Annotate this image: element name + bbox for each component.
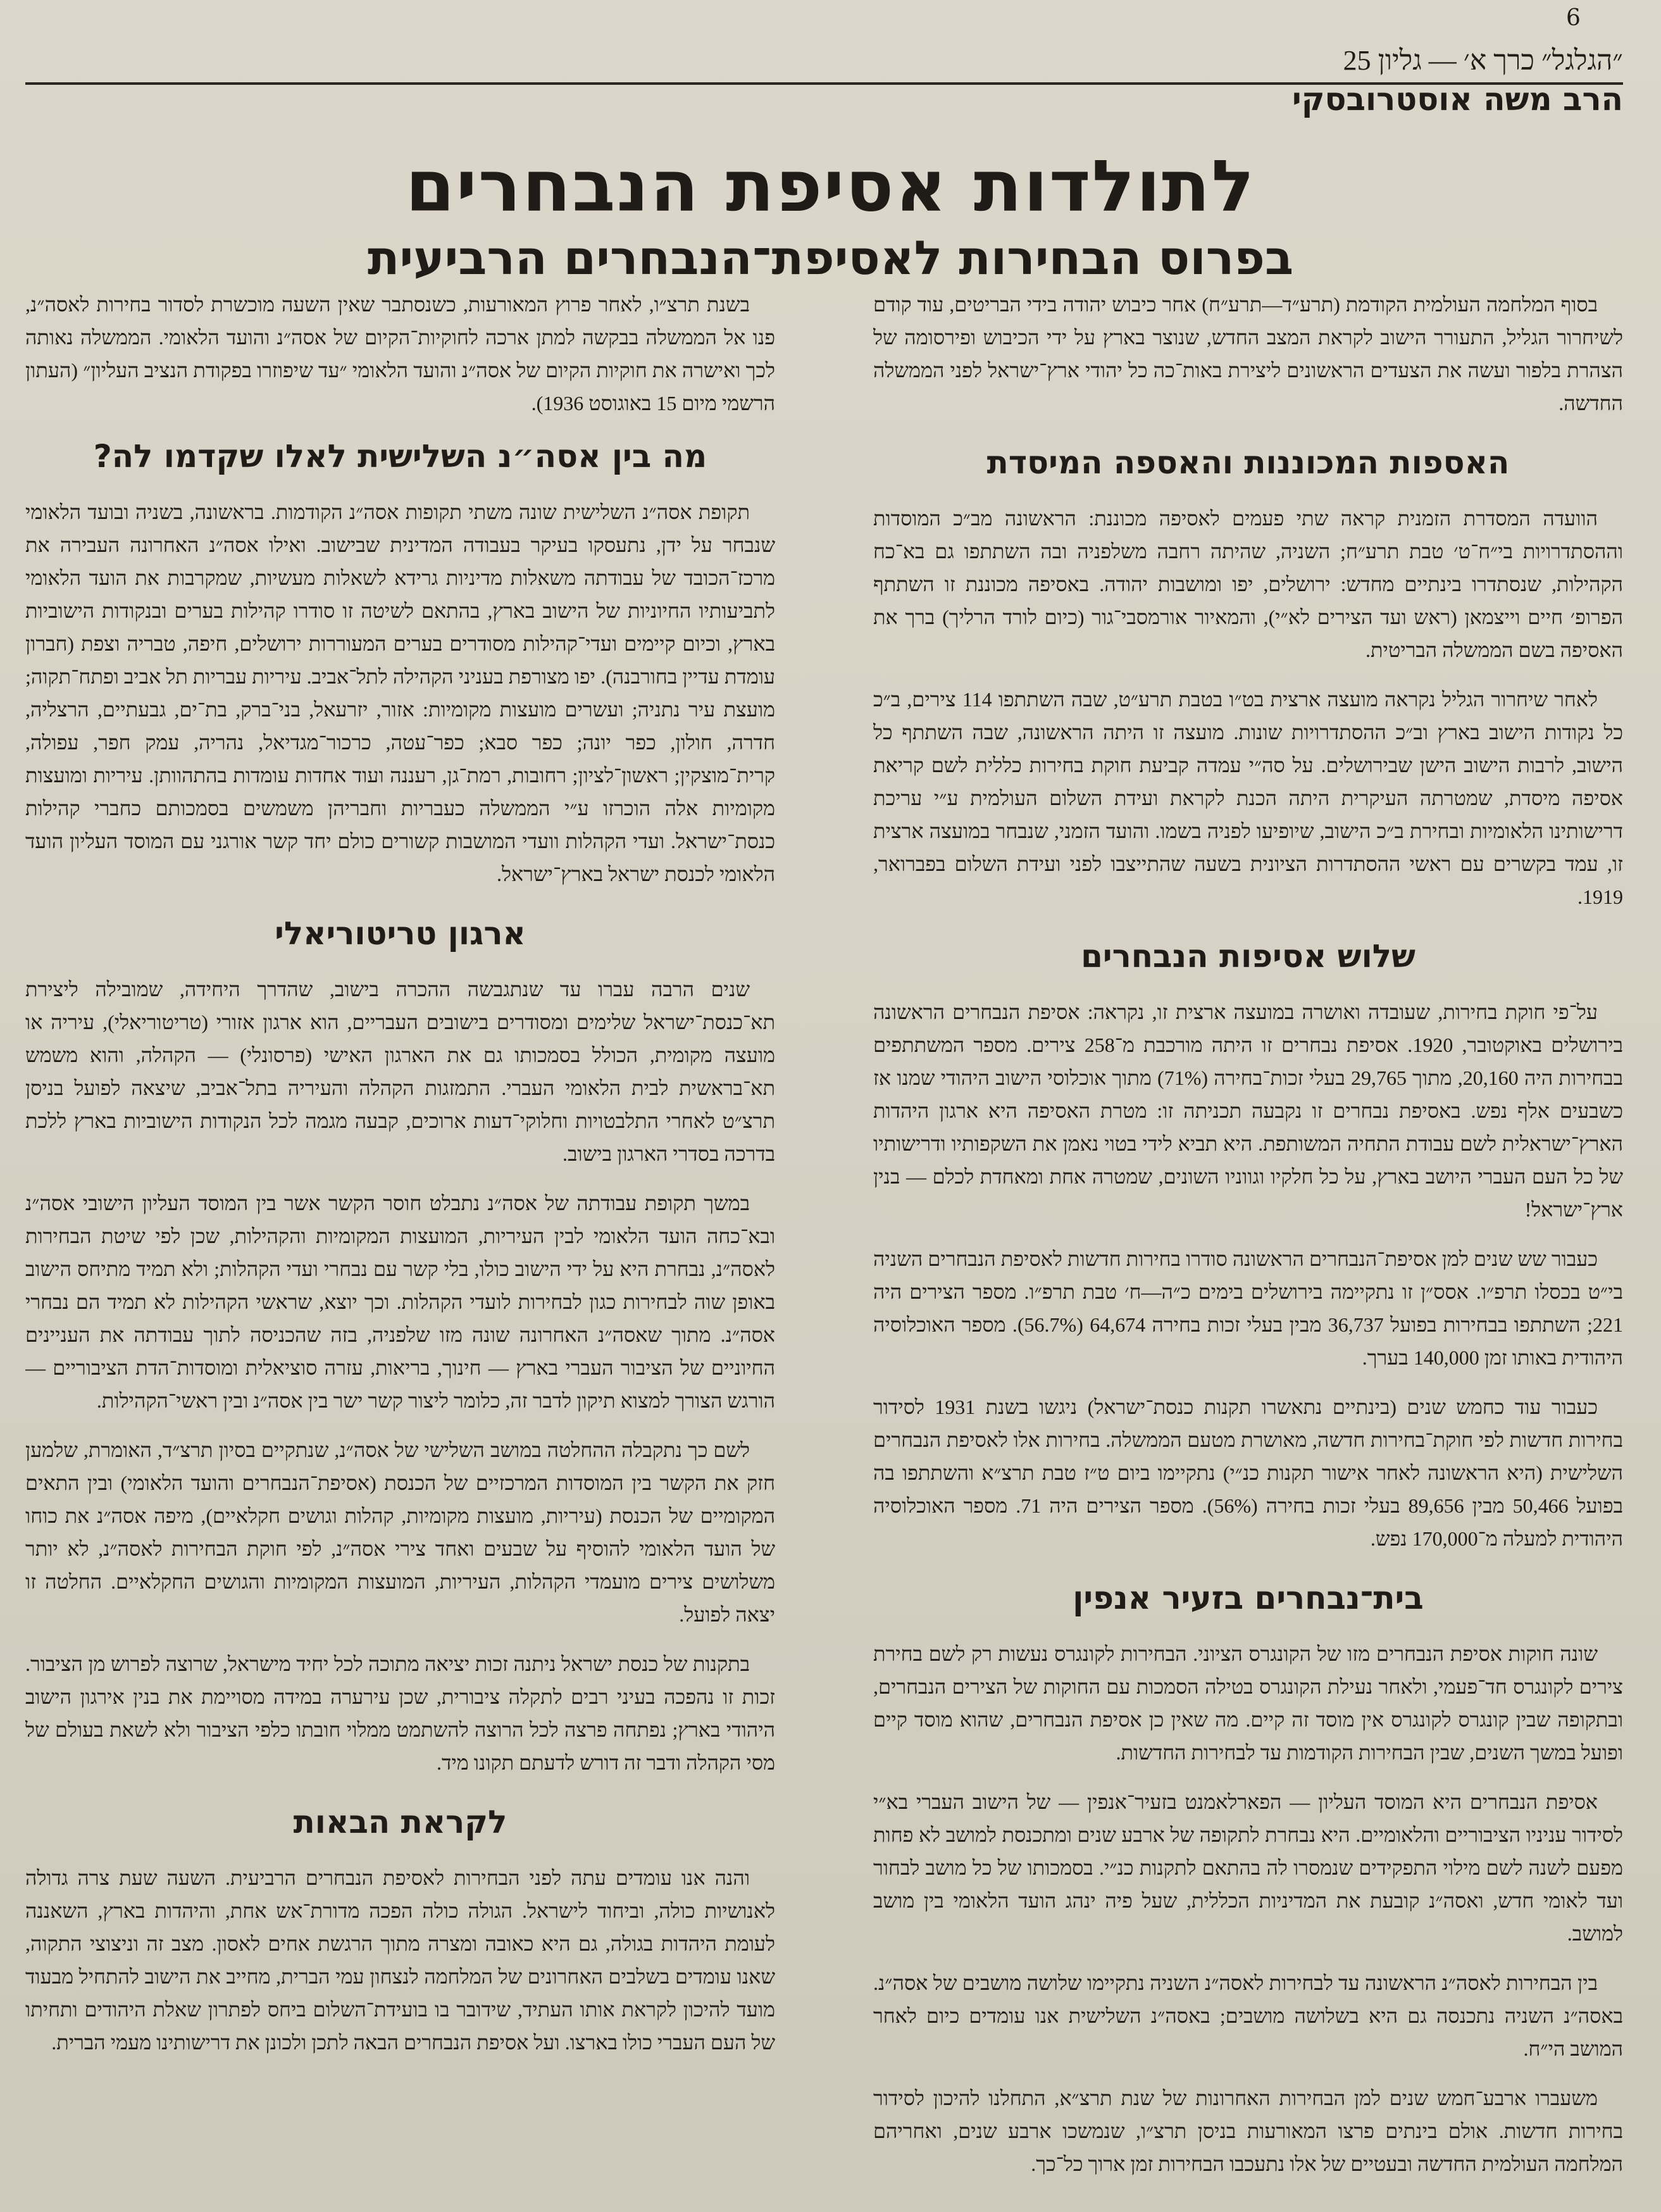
section-heading: לקראת הבאות (293, 1804, 507, 1840)
paragraph: על־פי חוקת בחירות, שעובדה ואושרה במועצה ארצית זו, נקראה: אסיפת הנבחרים הראשונה בירושלים באוקטובר, 1920. אסיפת נבחרים זו היתה מורכבת מ־258 צירים. מספר המשתתפים בבחירות היה 20,160, מתוך 29,765 בעלי זכות־בחירה (71%) מתוך אוכלוסי הישוב היהודי שמנו אז כשבעים אלף נפש. באסיפת נבחרים זו נקבעה תכניתה זו: מטרת האסיפה היא ארגון היהדות הארץ־ישראלית לשם עבודת התחיה המשותפת. היא תביא לידי בטוי נאמן את השקפותיו ודרישותיו של כל העם העברי היושב בארץ, על כל חלקיו וגווניו השונים, שמטרה אחת ומאחדת לכלם — בנין ארץ־ישראל! (873, 1001, 1623, 1221)
paragraph: במשך תקופת עבודתה של אסה״נ נתבלט חוסר הקשר אשר בין המוסד העליון הישובי אסה״נ ובא־כחה הועד הלאומי לבין העיריות, המועצות המקומיות והקהילות, שכן לפי שיטת הבחירות לאסה״נ, נבחרת היא על ידי הישוב כולו, בלי קשר עם נבחרי ועדי הקהלות; ולא תמיד מתיחס הישוב באופן שוה לבחירות כגון לבחירות לועדי הקהלות. וכך יוצא, שראשי הקהילות לא תמיד הם נבחרי אסה״נ. מתוך שאסה״נ האחרונה שונה מזו שלפניה, בזה שהכניסה לתוך עבודתה את העניינים החיוניים של הציבור העברי בארץ — חינוך, בריאות, עזרה סוציאלית ומוסדות־הדת הציבוריים — הורגש הצורך למצוא תיקון לדבר זה, כלומר ליצור קשר ישר בין אסה״נ ובין ראשי־הקהילות. (25, 1192, 775, 1412)
corner-page-number: 6 (1566, 5, 1581, 31)
running-header (25, 38, 1623, 85)
paragraph: שנים הרבה עברו עד שנתגבשה ההכרה בישוב, שהדרך היחידה, שמובילה ליצירת תא־כנסת־ישראל שלימים ומסודרים בישובים העבריים, הוא ארגון אזורי (טריטוריאלי), עיריה או מועצה מקומית, הכולל בסמכותו גם את הארגון האישי (פרסונלי) — הקהלה, והוא משמש תא־בראשית לבית הלאומי העברי. התמזגות הקהלה והעיריה בתל־אביב, שיצאה לפועל בניסן תרצ״ט לאחרי התלבטויות וחלוקי־דעות ארוכים, קבעה מגמה לכל הנקודות הישוביות בארץ ללכת בדרכה בסדרי הארגון בישוב. (25, 978, 775, 1165)
section-heading: ארגון טריטוריאלי (275, 915, 526, 952)
intro-paragraph: בשנת תרצ״ו, לאחר פרוץ המאורעות, כשנסתבר שאין השעה מוכשרת לסדור בחירות לאסה״נ, פנו אל הממשלה בבקשה למתן ארכה לחוקיות־הקיום של אסה״נ והועד הלאומי. הממשלה נאותה לכך ואישרה את חוקיות הקיום של אסה״נ והועד הלאומי ״עד שיפוזרו בפקודת הנציב העליון״ (העתון הרשמי מיום 15 באוגוסט 1936). (25, 293, 775, 415)
section-heading: שלוש אסיפות הנבחרים (1081, 938, 1415, 975)
paragraph: הוועדה המסדרת הזמנית קראה שתי פעמים לאסיפה מכוננת: הראשונה מב״כ המוסדות וההסתדרויות בי״ח־ט׳ טבת תרע״ח; השניה, שהיתה רחבה משלפניה ובה השתתפו גם בא־כח הקהילות, שנסתדרו בינתיים מחדש: ירושלים, יפו ומושבות יהודה. באסיפה מכוננת זו השתתף הפרופ׳ חיים וייצמאן (ראש ועד הצירים לא״י), והמאיור אורמסבי־גור (כיום לורד הרליך) ברך את האסיפה בשם הממשלה הבריטית. (873, 507, 1623, 661)
paragraph: משעברו ארבע־חמש שנים למן הבחירות האחרונות של שנת תרצ״א, התחלנו להיכון לסידור בחירות חדשות. אולם בינתים פרצו המאורעות בניסן תרצ״ו, שנמשכו ארבע שנים, ואחריהם המלחמה העולמית החדשה ובעטיים של אלו נתעכבו הבחירות זמן ארוך כל־כך. (873, 2087, 1623, 2175)
paragraph: אסיפת הנבחרים היא המוסד העליון — הפארלאמנט בזעיר־אנפין — של הישוב העברי בא״י לסידור עניניו הציבוריים והלאומיים. היא נבחרת לתקופה של ארבע שנים ומתכנסת למושב לא פחות מפעם לשנה לשם מילוי התפקידים שנמסרו לה בהתאם לתקנות כנ״י. בסמכותו של כל מושב לבחור ועד לאומי חדש, ואסה״נ קובעת את המדיניות הכללית, שעל פיה ינהג הועד הלאומי בין מושב למושב. (873, 1790, 1623, 1945)
paragraph: בין הבחירות לאסה״נ הראשונה עד לבחירות לאסה״נ השניה נתקיימו שלושה מושבים של אסה״נ. באסה״נ השניה נתכנסה גם היא בשלושה מושבים; באסה״נ השלישית אנו עומדים כיום לאחר המושב הי״ח. (873, 1971, 1623, 2060)
journal-issue-info: ״הגלגל״ כרך א׳ — גליון 25 (1343, 44, 1623, 76)
paragraph: לשם כך נתקבלה ההחלטה במושב השלישי של אסה״נ, שנתקיים בסיון תרצ״ד, האומרת, שלמען חזק את הקשר בין המוסדות המרכזיים של הכנסת (אסיפת־הנבחרים והועד הלאומי) ובין התאים המקומיים של הכנסת (עיריות, מועצות מקומיות, קהלות וגושים חקלאיים), מיפה אסה״נ את כוחו של הועד הלאומי להוסיף על שבעים ואחד צירי אסה״נ, לפי חוקת הבחירות לאסה״נ, לא יותר משלושים צירים מועמדי הקהלות, העיריות, המועצות המקומיות והגושים החקלאיים. החלטה זו יצאה לפועל. (25, 1439, 775, 1626)
article-title: לתולדות אסיפת הנבחרים (405, 146, 1256, 228)
paragraph: בתקנות של כנסת ישראל ניתנה זכות יציאה מתוכה לכל יחיד מישראל, שרוצה לפרוש מן הציבור. זכות זו נהפכה בעיני רבים לתקלה ציבורית, שכן עירערה במידה מסויימת את בנין אירגון הישוב היהודי בארץ; נפתחה פרצה לכל הרוצה להשתמט ממלוי חובתו כלפי הציבור ולא לשאת בעולם של מסי הקהלה ודבר זה דורש לדעתם תקונו מיד. (25, 1653, 775, 1774)
article-subtitle: בפרוס הבחירות לאסיפת־הנבחרים הרביעית (367, 231, 1294, 285)
paragraph: שונה חוקות אסיפת הנבחרים מזו של הקונגרס הציוני. הבחירות לקונגרס נעשות רק לשם בחירת צירים לקונגרס חד־פעמי, ולאחר נעילת הקונגרס בטילה הסמכות עם החוקות של הצירים הנבחרים, ובתקופה שבין קונגרס לקונגרס אין מוסד זה קיים. מה שאין כן אסיפת הנבחרים, שהוא מוסד קיים ופועל במשך השנים, שבין הבחירות הקודמות עד לבחירות החדשות. (873, 1642, 1623, 1764)
paragraph: והנה אנו עומדים עתה לפני הבחירות לאסיפת הנבחרים הרביעית. השעה שעת צרה גדולה לאנושיות כולה, וביחוד לישראל. הגולה כולה הפכה מדורת־אש אחת, והיהדות בארץ, השאננה לעומת היהדות בגולה, גם היא כאובה ומצרה מתוך הרגשת אחים לאסון. מצב זה וניצוצי התקוה, שאנו עומדים בשלבים האחרונים של המלחמה לנצחון עמי הברית, מחייב את הישוב להתחיל מבעוד מועד להיכון לקראת אותו העתיד, שידובר בו בועידת־השלום ביחס לפתרון שאלת היהודים ותחיתו של העם העברי כולו בארצו. ועל אסיפת הנבחרים הבאה לתכן ולכונן את דרישותינו מעמי הברית. (25, 1866, 775, 2054)
section-heading: מה בין אסה״נ השלישית לאלו שקדמו לה? (93, 438, 707, 475)
paragraph: כעבור שש שנים למן אסיפת־הנבחרים הראשונה סודרו בחירות חדשות לאסיפת הנבחרים השניה בי״ט בכסלו תרפ״ו. אסס״ן זו נתקיימה בירושלים בימים כ״ה—ח׳ טבת תרפ״ו. מספר הצירים היה 221; השתתפו בבחירות בפועל 36,737 מבין בעלי זכות בחירה 64,674 (56.7%). מספר האוכלוסיה היהודית באותו זמן 140,000 בערך. (873, 1247, 1623, 1369)
text-column-right (873, 288, 1623, 2180)
intro-paragraph: בסוף המלחמה העולמית הקודמת (תרע״ד—תרע״ח) אחר כיבוש יהודה בידי הבריטים, עוד קודם לשיחרור הגליל, התעורר הישוב לקראת המצב החדש, שנוצר בארץ על ידי הכיבוש ופירסומה של הצהרת בלפור ועשה את הצעדים הראשונים ליצירת באות־כה כל יהודי ארץ־ישראל לפני הממשלה החדשה. (873, 293, 1623, 415)
paragraph: תקופת אסה״נ השלישית שונה משתי תקופות אסה״נ הקודמות. בראשונה, בשניה ובועד הלאומי שנבחר על ידן, נתעסקו בעיקר בעבודה המדינית שבישוב. ואילו אסה״נ האחרונה העבירה את מרכז־הכובד של עבודתה משאלות מדיניות גרידא לשאלות מעשיות, שמקרבות את הועד הלאומי לתביעותיו החיוניות של הישוב בארץ, בהתאם לשיטה זו סודרו קהילות בערים ובנקודות הישוביות בארץ, וכיום קיימים ועדי־קהילות מסודרים בערים המעוררות ירושלים, חיפה, טבריה וצפת (חברון עומדת עדיין בחורבנה). יפו מצורפת בעניני הקהילה לתל־אביב. עיריות עבריות תל אביב ופתח־תקוה; מועצת עיר נתניה; ועשרים מועצות מקומיות: אזור, יזרעאל, בני־ברק, בת־ים, גבעתיים, הרצליה, חדרה, חולון, כפר יונה; כפר סבא; כפר־עטה, כרכור־מגדיאל, נהריה, עמק חפר, עפולה, קרית־מוצקין; ראשון־לציון; רחובות, רמת־גן, רעננה ועוד אחדות עומדות בהתהוותן. עיריות ומועצות מקומיות אלה הוכרזו ע״י הממשלה כעבריות וחבריהן משמשים בסמכותם כחברי קהילות כנסת־ישראל. ועדי הקהלות וועדי המושבות קשורים כולם יחד קשר אורגני עם המוסד העליון הועד הלאומי לכנסת ישראל בארץ־ישראל. (25, 501, 775, 885)
paragraph: לאחר שיחרור הגליל נקראה מועצה ארצית בט״ו בטבת תרע״ט, שבה השתתפו 114 צירים, ב״כ כל נקודות הישוב בארץ וב״כ ההסתדרויות שונות. מועצה זו היתה הראשונה, שבה השתתף כל הישוב, לרבות הישוב הישן שבירושלים. על סה״י עמדה קביעת חוקת בחירות כללית לשם קריאת אסיפה מיסדת, שמטרתה העיקרית היתה הכנת לקראת ועידת השלום העולמית ע״י עריכת דרישותינו הלאומיות ובחירת ב״כ הישוב, שיופיעו לפניה בשמו. והועד הזמני, שנבחר במועצה ארצית זו, עמד בקשרים עם ראשי ההסתדרות הציונית בשעה שהתייצבו לפני ועידת השלום בפברואר, 1919. (873, 688, 1623, 908)
section-heading: בית־נבחרים בזעיר אנפין (1073, 1580, 1424, 1616)
section-heading: האספות המכוננות והאספה המיסדת (986, 444, 1510, 481)
author-name: הרב משה אוסטרובסקי (1292, 81, 1623, 118)
paragraph: כעבור עוד כחמש שנים (בינתיים נתאשרו תקנות כנסת־ישראל) ניגשו בשנת 1931 לסידור בחירות חדשות לפי חוקת־בחירות חדשה, מאושרת מטעם הממשלה. בחירות אלו לאסיפת הנבחרים השלישית (היא הראשונה לאחר אישור תקנות כנ״י) נתקיימו ביום ט״ז טבת תרצ״א והשתתפו בה בפועל 50,466 מבין 89,656 בעלי זכות בחירה (56%). מספר הצירים היה 71. מספר האוכלוסיה היהודית למעלה מ־170,000 נפש. (873, 1396, 1623, 1550)
text-column-left (25, 288, 775, 2180)
